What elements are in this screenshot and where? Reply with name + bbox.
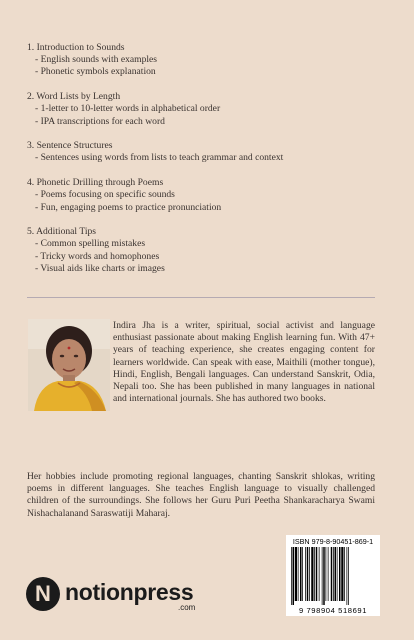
barcode-bar bbox=[302, 547, 303, 601]
author-hobbies: Her hobbies include promoting regional languages, chanting Sanskrit shlokas, writing poems in different languages. She teaches English language to visually challenged children of the surroundings. She follows her Guru Puri Peetha Shankaracharya Swami Nishachalanand Saraswatiji Maharaj. bbox=[27, 471, 375, 519]
barcode-bar bbox=[348, 547, 349, 605]
toc-subitem: - Visual aids like charts or images bbox=[35, 262, 165, 274]
barcode-bar bbox=[298, 547, 299, 601]
toc-section bbox=[27, 177, 387, 214]
toc-subitem: - Poems focusing on specific sounds bbox=[35, 189, 175, 201]
barcode-bar bbox=[291, 547, 292, 605]
barcode-bar bbox=[335, 547, 337, 601]
publisher-name: notionpress bbox=[65, 579, 194, 605]
barcode-bar bbox=[295, 547, 297, 601]
toc-subitem: - Phonetic symbols explanation bbox=[35, 66, 156, 78]
toc-subitem: - 1-letter to 10-letter words in alphabetical order bbox=[35, 103, 221, 115]
barcode-bar bbox=[293, 547, 295, 605]
barcode-bar bbox=[314, 547, 315, 601]
toc-section-title: 5. Additional Tips bbox=[27, 226, 97, 238]
author-bio bbox=[27, 320, 375, 416]
toc-section-title: 2. Word Lists by Length bbox=[27, 91, 121, 103]
toc-subitem: - English sounds with examples bbox=[35, 54, 158, 66]
barcode-bar bbox=[341, 547, 343, 601]
toc-section bbox=[27, 226, 387, 275]
publisher-mark-icon: N bbox=[26, 577, 60, 611]
toc-section bbox=[27, 140, 387, 164]
barcode-bar bbox=[347, 547, 348, 605]
toc-subitem: - Common spelling mistakes bbox=[35, 238, 146, 250]
barcode-bar bbox=[305, 547, 306, 601]
author-bio-text: Indira Jha is a writer, spiritual, social activist and language enthusiast passionate about making English learning fun. With 47+ years of teaching experience, she creates engaging content for learners worldwide. Can speak with ease, Maithili (mother tongue), Hindi, English, Bengali languages. Can understand Sanskrit, Odia, Nepali too. She has been published in many languages in national and international journals. She has authored two books. bbox=[113, 320, 375, 405]
barcode-bar bbox=[322, 547, 323, 605]
barcode-bars bbox=[291, 547, 375, 605]
barcode-bar bbox=[331, 547, 333, 601]
toc-section bbox=[27, 42, 387, 79]
toc-subitem: - Tricky words and homophones bbox=[35, 250, 160, 262]
barcode-bar bbox=[323, 547, 325, 605]
isbn-label: ISBN 979-8-90451-869-1 bbox=[292, 537, 374, 546]
photo-spacer bbox=[27, 320, 113, 416]
barcode-bar bbox=[333, 547, 334, 601]
barcode-bar bbox=[319, 547, 320, 601]
toc-subitem: - Sentences using words from lists to teach grammar and context bbox=[35, 152, 284, 164]
barcode-bar bbox=[337, 547, 338, 601]
table-of-contents bbox=[27, 42, 387, 288]
barcode-bar bbox=[316, 547, 318, 601]
publisher-suffix: .com bbox=[178, 603, 196, 612]
toc-section-title: 1. Introduction to Sounds bbox=[27, 42, 125, 53]
barcode-number: 9 798904 518691 bbox=[298, 606, 368, 615]
barcode-bar bbox=[344, 547, 345, 601]
toc-section-title: 4. Phonetic Drilling through Poems bbox=[27, 177, 164, 189]
barcode-bar bbox=[307, 547, 309, 601]
toc-subitem: - Fun, engaging poems to practice pronunciation bbox=[35, 201, 222, 213]
barcode-bar bbox=[339, 547, 341, 601]
barcode-bar bbox=[328, 547, 329, 601]
barcode-bar bbox=[326, 547, 327, 601]
section-divider bbox=[27, 297, 375, 298]
barcode-bar bbox=[309, 547, 310, 601]
barcode-bar bbox=[300, 547, 302, 601]
toc-section-title: 3. Sentence Structures bbox=[27, 140, 113, 152]
toc-section bbox=[27, 91, 387, 128]
isbn-barcode bbox=[286, 535, 380, 616]
toc-subitem: - IPA transcriptions for each word bbox=[35, 115, 165, 127]
publisher-logo bbox=[26, 574, 196, 618]
barcode-bar bbox=[311, 547, 313, 601]
